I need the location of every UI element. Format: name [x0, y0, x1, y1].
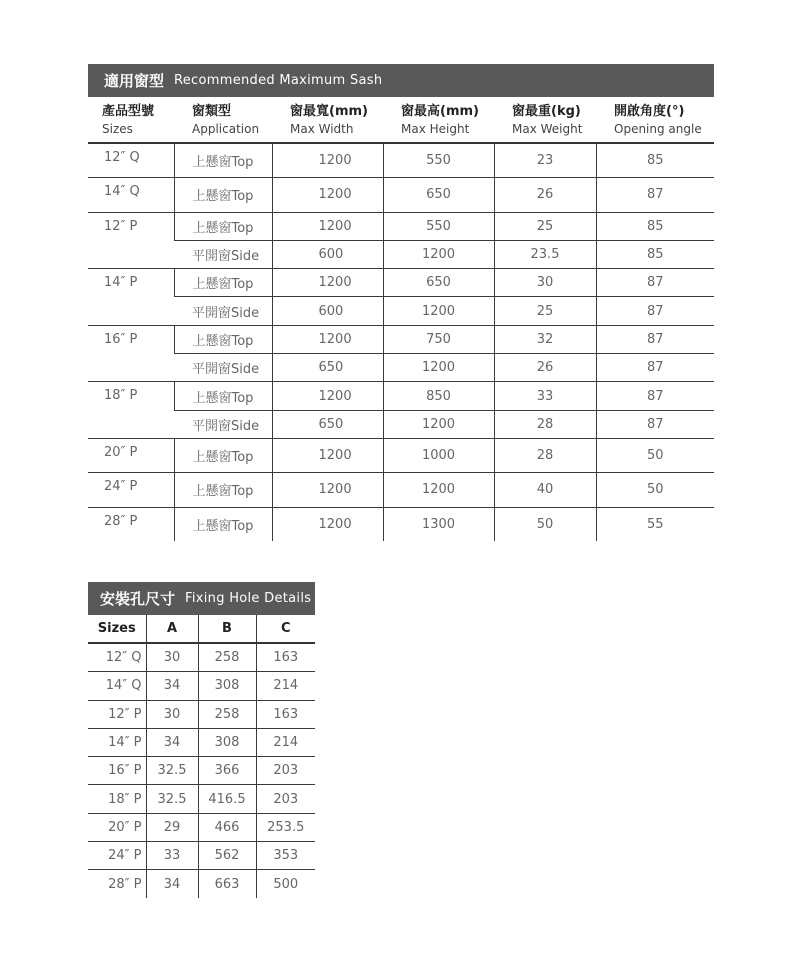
b-cell: 466 [198, 813, 256, 841]
column-header: C [256, 615, 315, 643]
column-header: 窗最高(mm) Max Height [383, 97, 494, 143]
table-row [88, 672, 315, 700]
angle-cell: 85 [596, 212, 714, 240]
angle-cell: 50 [596, 473, 714, 507]
b-cell: 258 [198, 643, 256, 672]
table-row [88, 382, 714, 410]
size-cell: 14″ P [88, 728, 146, 756]
c-cell: 253.5 [256, 813, 315, 841]
size-cell: 12″ P [88, 700, 146, 728]
b-cell: 562 [198, 842, 256, 870]
table-row [88, 507, 714, 541]
application-cell: 平開窗Side [174, 240, 272, 268]
angle-cell: 87 [596, 178, 714, 212]
table-row [88, 785, 315, 813]
weight-cell: 30 [494, 269, 596, 297]
table-row [88, 757, 315, 785]
width-cell: 1200 [272, 143, 383, 178]
width-cell: 1200 [272, 212, 383, 240]
c-cell: 203 [256, 785, 315, 813]
weight-cell: 28 [494, 438, 596, 472]
application-cell: 上懸窗Top [174, 178, 272, 212]
table-row [88, 269, 714, 297]
weight-cell: 50 [494, 507, 596, 541]
a-cell: 29 [146, 813, 198, 841]
size-cell: 24″ P [88, 473, 174, 507]
application-cell: 上懸窗Top [174, 438, 272, 472]
width-cell: 1200 [272, 269, 383, 297]
column-header: 產品型號 Sizes [88, 97, 174, 143]
c-cell: 163 [256, 700, 315, 728]
weight-cell: 33 [494, 382, 596, 410]
table-row [88, 643, 315, 672]
size-cell: 16″ P [88, 757, 146, 785]
table-row [88, 143, 714, 178]
width-cell: 650 [272, 354, 383, 382]
column-header: 窗最重(kg) Max Weight [494, 97, 596, 143]
application-cell: 平開窗Side [174, 410, 272, 438]
column-header: B [198, 615, 256, 643]
table-row [88, 728, 315, 756]
width-cell: 650 [272, 410, 383, 438]
application-cell: 平開窗Side [174, 354, 272, 382]
weight-cell: 26 [494, 354, 596, 382]
table-row [88, 473, 714, 507]
weight-cell: 26 [494, 178, 596, 212]
fixing-title-en: Fixing Hole Details [185, 591, 312, 606]
table-row [88, 700, 315, 728]
table-row [88, 212, 714, 240]
width-cell: 1200 [272, 507, 383, 541]
fixing-title-zh: 安裝孔尺寸 [100, 590, 176, 608]
angle-cell: 50 [596, 438, 714, 472]
height-cell: 1200 [383, 240, 494, 268]
weight-cell: 28 [494, 410, 596, 438]
fixing-header-row [88, 615, 315, 643]
size-cell: 18″ P [88, 785, 146, 813]
size-cell: 14″ Q [88, 672, 146, 700]
c-cell: 500 [256, 870, 315, 898]
size-cell: 14″ P [88, 269, 174, 326]
sash-title-zh: 適用窗型 [104, 72, 165, 90]
height-cell: 650 [383, 178, 494, 212]
weight-cell: 40 [494, 473, 596, 507]
column-header: Sizes [88, 615, 146, 643]
b-cell: 258 [198, 700, 256, 728]
application-cell: 上懸窗Top [174, 325, 272, 353]
size-cell: 12″ Q [88, 643, 146, 672]
table-row [88, 325, 714, 353]
table-row [88, 354, 714, 382]
application-cell: 上懸窗Top [174, 269, 272, 297]
height-cell: 1200 [383, 297, 494, 325]
application-cell: 上懸窗Top [174, 212, 272, 240]
a-cell: 32.5 [146, 785, 198, 813]
height-cell: 750 [383, 325, 494, 353]
fixing-section-header [88, 582, 315, 615]
angle-cell: 85 [596, 143, 714, 178]
weight-cell: 23 [494, 143, 596, 178]
c-cell: 214 [256, 672, 315, 700]
table-row [88, 178, 714, 212]
application-cell: 上懸窗Top [174, 382, 272, 410]
b-cell: 416.5 [198, 785, 256, 813]
table-row [88, 438, 714, 472]
size-cell: 28″ P [104, 513, 138, 529]
c-cell: 214 [256, 728, 315, 756]
angle-cell: 87 [596, 297, 714, 325]
application-cell: 上懸窗Top [174, 473, 272, 507]
size-cell: 14″ Q [88, 178, 174, 212]
width-cell: 1200 [272, 438, 383, 472]
width-cell: 600 [272, 297, 383, 325]
size-cell: 16″ P [88, 325, 174, 382]
angle-cell: 87 [596, 325, 714, 353]
column-header: 窗類型 Application [174, 97, 272, 143]
c-cell: 203 [256, 757, 315, 785]
height-cell: 1300 [383, 507, 494, 541]
size-cell: 24″ P [88, 842, 146, 870]
height-cell: 650 [383, 269, 494, 297]
weight-cell: 25 [494, 212, 596, 240]
width-cell: 1200 [272, 382, 383, 410]
sash-table [88, 97, 714, 541]
height-cell: 850 [383, 382, 494, 410]
weight-cell: 32 [494, 325, 596, 353]
height-cell: 1200 [383, 410, 494, 438]
weight-cell: 23.5 [494, 240, 596, 268]
c-cell: 353 [256, 842, 315, 870]
fixing-table [88, 615, 315, 898]
angle-cell: 87 [596, 269, 714, 297]
width-cell: 1200 [272, 473, 383, 507]
a-cell: 34 [146, 870, 198, 898]
column-header: 窗最寬(mm) Max Width [272, 97, 383, 143]
table-row [88, 297, 714, 325]
a-cell: 33 [146, 842, 198, 870]
application-cell: 上懸窗Top [174, 507, 272, 541]
height-cell: 550 [383, 143, 494, 178]
b-cell: 663 [198, 870, 256, 898]
height-cell: 1000 [383, 438, 494, 472]
height-cell: 1200 [383, 354, 494, 382]
sash-section-header [88, 64, 714, 97]
b-cell: 308 [198, 728, 256, 756]
table-row [88, 842, 315, 870]
b-cell: 366 [198, 757, 256, 785]
angle-cell: 55 [596, 507, 714, 541]
table-row [88, 240, 714, 268]
size-cell: 20″ P [88, 813, 146, 841]
height-cell: 550 [383, 212, 494, 240]
size-cell: 18″ P [88, 382, 174, 439]
a-cell: 30 [146, 643, 198, 672]
table-row [88, 813, 315, 841]
table-row [88, 410, 714, 438]
angle-cell: 87 [596, 382, 714, 410]
size-cell: 20″ P [88, 438, 174, 472]
sash-header-row [88, 97, 714, 143]
size-cell: 12″ Q [88, 143, 174, 178]
column-header: A [146, 615, 198, 643]
width-cell: 600 [272, 240, 383, 268]
a-cell: 32.5 [146, 757, 198, 785]
angle-cell: 87 [596, 354, 714, 382]
angle-cell: 85 [596, 240, 714, 268]
application-cell: 平開窗Side [174, 297, 272, 325]
sash-title-en: Recommended Maximum Sash [174, 73, 383, 88]
width-cell: 1200 [272, 178, 383, 212]
application-cell: 上懸窗Top [174, 143, 272, 178]
b-cell: 308 [198, 672, 256, 700]
height-cell: 1200 [383, 473, 494, 507]
column-header: 開啟角度(°) Opening angle [596, 97, 714, 143]
width-cell: 1200 [272, 325, 383, 353]
a-cell: 34 [146, 728, 198, 756]
c-cell: 163 [256, 643, 315, 672]
a-cell: 34 [146, 672, 198, 700]
angle-cell: 87 [596, 410, 714, 438]
table-row [88, 870, 315, 898]
size-cell: 12″ P [88, 212, 174, 269]
a-cell: 30 [146, 700, 198, 728]
size-cell: 28″ P [108, 876, 142, 892]
weight-cell: 25 [494, 297, 596, 325]
